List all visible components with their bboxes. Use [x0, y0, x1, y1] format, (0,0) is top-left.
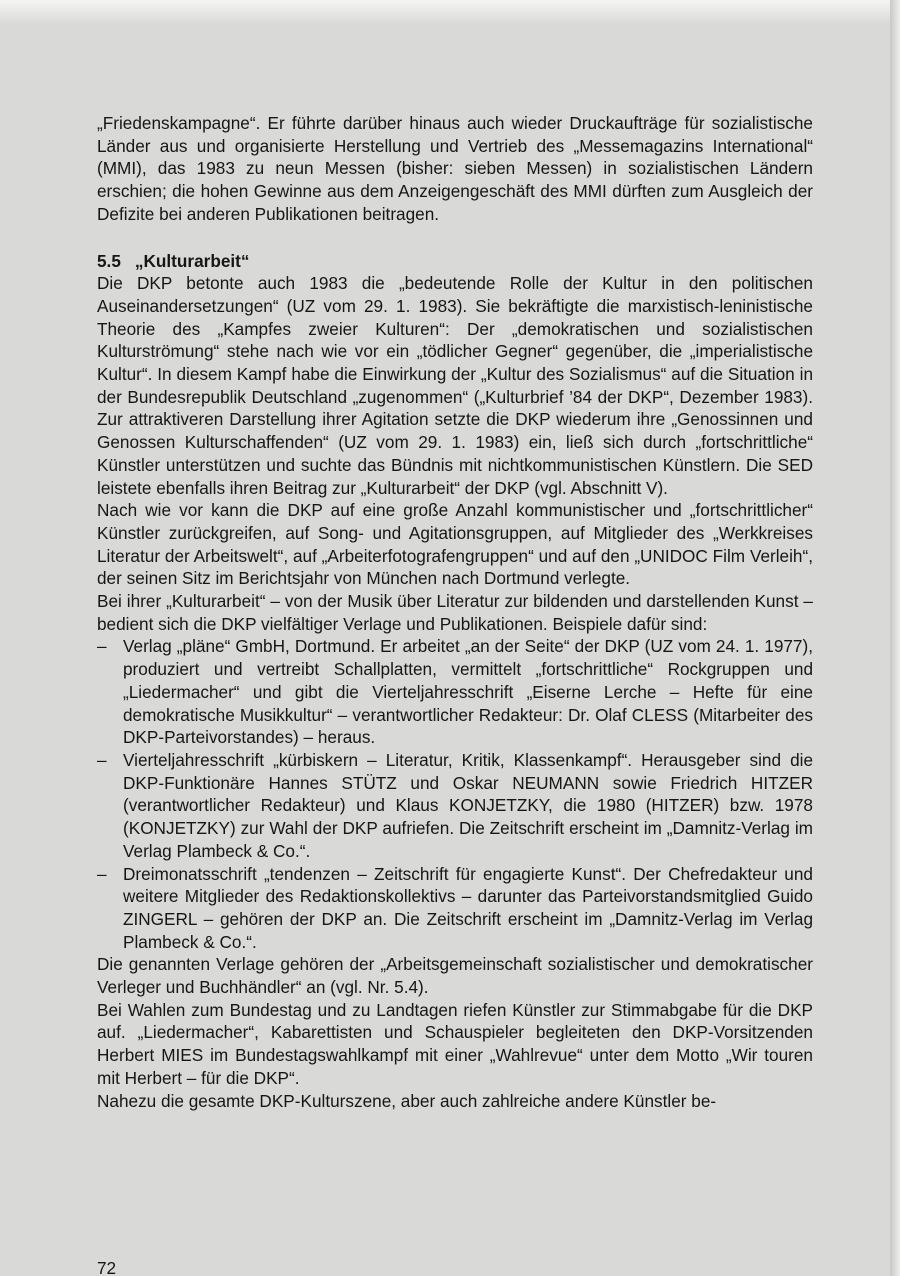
paragraph-kulturszene: Nahezu die gesamte DKP-Kulturszene, aber auch zahlreiche andere Künstler be- — [97, 1090, 717, 1111]
list-item: – Verlag „pläne“ GmbH, Dortmund. Er arbeitet „an der Seite“ der DKP (UZ vom 24. 1. 1977), produziert und vertreibt Schallplatten, vermittelt „fortschrittliche“ Rockgruppen und „Liedermacher“ und gibt die Vierteljahresschrift „Eiserne Lerche – Hefte für eine demokratische Musikkultur“ – verantwortlicher Redakteur: Dr. Olaf CLESS (Mitarbeiter des DKP-Parteivorstandes) – heraus. — [97, 635, 813, 749]
section-number: 5.5 — [97, 250, 121, 271]
intro-paragraph: „Friedenskampagne“. Er führte darüber hinaus auch wieder Druckaufträge für sozialistische Länder aus und organisierte Herstellung und Vertrieb des „Messemagazins International“ (MMI), das 1983 zu neun Messen (bisher: sieben Messen) in sozialistischen Ländern erschien; die hohen Gewinne aus dem Anzeigengeschäft des MMI dürften zum Ausgleich der Defizite bei anderen Publikationen beitragen. — [97, 113, 813, 224]
page-number: 72 — [97, 1258, 117, 1276]
section-heading — [97, 250, 813, 273]
publisher-list — [97, 635, 813, 953]
paragraph-kulturarbeit-intro: Die DKP betonte auch 1983 die „bedeutende Rolle der Kultur in den politischen Auseinandersetzungen“ (UZ vom 29. 1. 1983). Sie bekräftigte die marxistisch-leninistische Theorie des „Kampfes zweier Kulturen“: Der „demokratischen und sozialistischen Kulturströmung“ stehe nach wie vor ein „tödlicher Gegner“ gegenüber, die „imperialistische Kultur“. In diesem Kampf habe die Einwirkung der „Kultur des Sozialismus“ auf die Situation in der Bundesrepublik Deutschland „zugenommen“ („Kulturbrief ’84 der DKP“, Dezember 1983). Zur attraktiveren Darstellung ihrer Agitation setzte die DKP wiederum ihre „Genossinnen und Genossen Kulturschaffenden“ (UZ vom 29. 1. 1983) ein, ließ sich durch „fortschrittliche“ Künstler unterstützen und suchte das Bündnis mit nichtkommunistischen Künstlern. Die SED leistete ebenfalls ihren Beitrag zur „Kulturarbeit“ der DKP (vgl. Abschnitt V). — [97, 273, 813, 498]
paragraph-verlage-intro: Bei ihrer „Kulturarbeit“ – von der Musik über Literatur zur bildenden und darstellenden Kunst – bedient sich die DKP vielfältiger Verlage und Publikationen. Beispiele dafür sind: — [97, 591, 813, 634]
paragraph-kuenstler: Nach wie vor kann die DKP auf eine große Anzahl kommunistischer und „fortschrittlicher“ Künstler zurückgreifen, auf Song- und Agitationsgruppen, auf Mitglieder des „Werkkreises Literatur der Arbeitswelt“, auf „Arbeiterfotografengruppen“ und auf den „UNIDOC Film Verleih“, der seinen Sitz im Berichtsjahr von München nach Dortmund verlegte. — [97, 500, 813, 589]
section-spacer — [97, 226, 813, 250]
list-item: – Vierteljahresschrift „kürbiskern – Literatur, Kritik, Klassenkampf“. Herausgeber sind die DKP-Funktionäre Hannes STÜTZ und Oskar NEUMANN sowie Friedrich HITZER (verantwortlicher Redakteur) und Klaus KONJETZKY, die 1980 (HITZER) bzw. 1978 (KONJETZKY) zur Wahl der DKP aufriefen. Die Zeitschrift erscheint im „Damnitz-Verlag im Verlag Plambeck & Co.“. — [97, 749, 813, 863]
paragraph-wahlen: Bei Wahlen zum Bundestag und zu Landtagen riefen Künstler zur Stimmabgabe für die DKP auf. „Liedermacher“, Kabarettisten und Schauspieler begleiteten den DKP-Vorsitzenden Herbert MIES im Bundestagswahlkampf mit einer „Wahlrevue“ unter dem Motto „Wir touren mit Herbert – für die DKP“. — [97, 999, 813, 1088]
page-body — [97, 112, 813, 1112]
scan-top-edge — [0, 0, 900, 22]
list-item: – Dreimonatsschrift „tendenzen – Zeitschrift für engagierte Kunst“. Der Chefredakteur und weitere Mitglieder des Redaktionskollektivs – darunter das Parteivorstandsmitglied Guido ZINGERL – gehören der DKP an. Die Zeitschrift erscheint im „Damnitz-Verlag im Verlag Plambeck & Co.“. — [97, 863, 813, 954]
paragraph-arbeitsgemeinschaft: Die genannten Verlage gehören der „Arbeitsgemeinschaft sozialistischer und demokratischer Verleger und Buchhändler“ an (vgl. Nr. 5.4). — [97, 954, 813, 998]
scan-right-edge — [890, 0, 900, 1276]
section-title: „Kulturarbeit“ — [134, 250, 250, 271]
